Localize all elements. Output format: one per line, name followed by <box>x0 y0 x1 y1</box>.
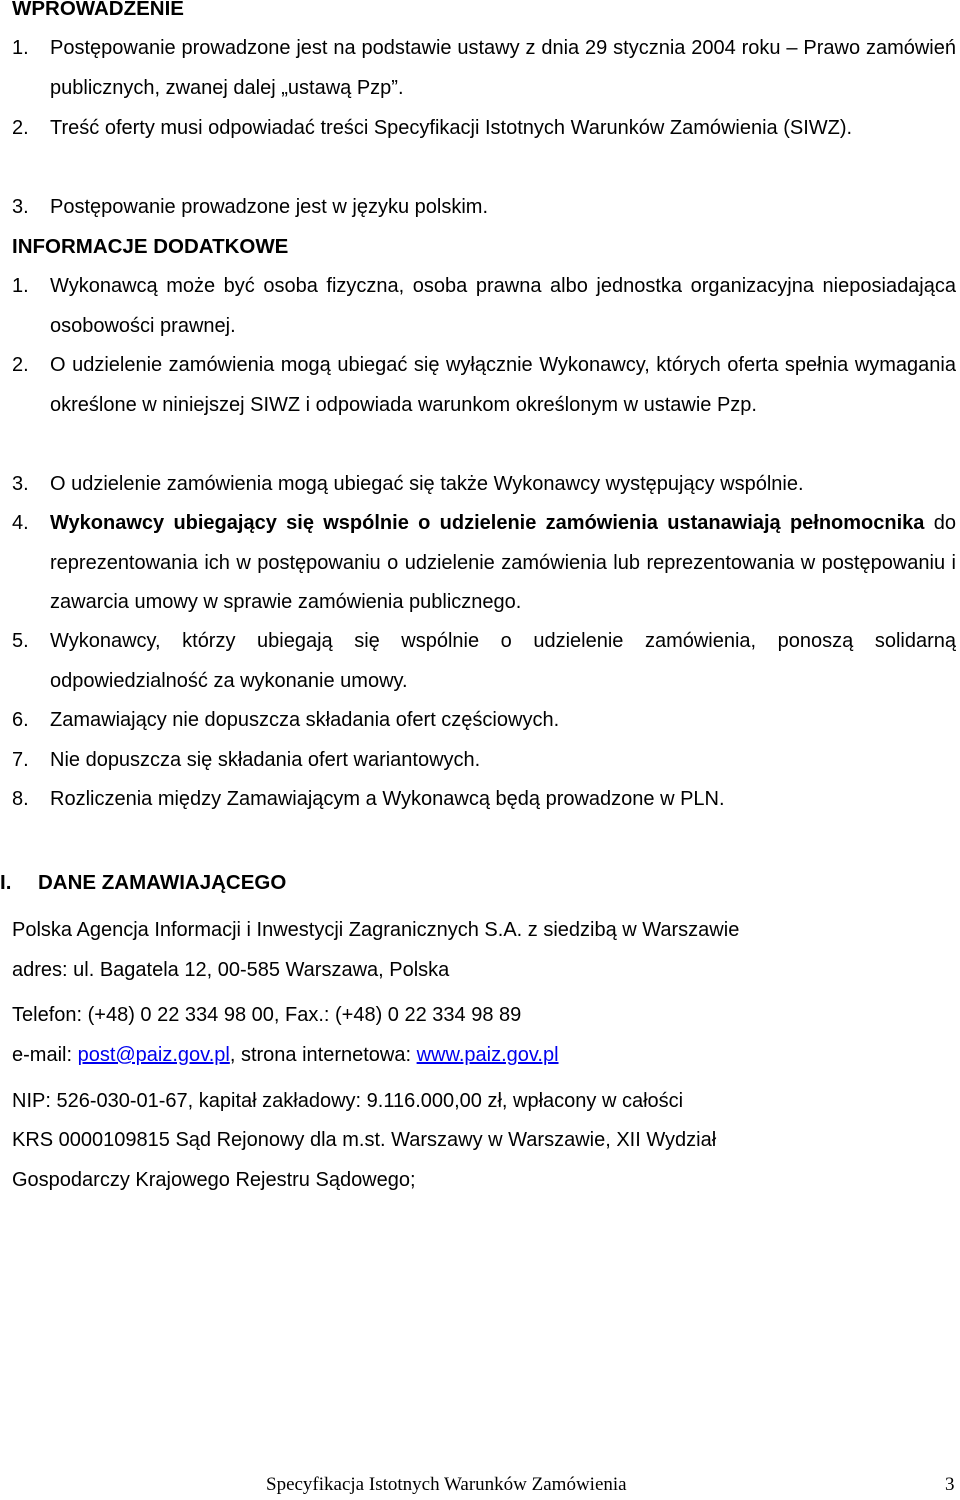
list-item <box>12 109 956 149</box>
list-item-text <box>50 504 956 623</box>
list-item-number: 1. <box>12 275 29 297</box>
list-item-text: Postępowanie prowadzone jest w języku polskim. <box>50 196 488 218</box>
list-item-text: Treść oferty musi odpowiadać treści Specyfikacji Istotnych Warunków Zamówienia (SIWZ). <box>50 117 853 139</box>
list-item-number: 3. <box>12 196 29 218</box>
list-item <box>12 741 956 781</box>
list-item-text: Wykonawcą może być osoba fizyczna, osoba prawna albo jednostka organizacyjna nieposiadająca osobowości prawnej. <box>50 275 956 337</box>
list-item-text: O udzielenie zamówienia mogą ubiegać się także Wykonawcy występujący wspólnie. <box>50 473 804 495</box>
list-item-text: Nie dopuszcza się składania ofert wariantowych. <box>50 749 481 771</box>
footer-title: Specyfikacja Istotnych Warunków Zamówienia <box>266 1474 627 1495</box>
list-item-number: 6. <box>12 709 29 731</box>
company-nip: NIP: 526-030-01-67, kapitał zakładowy: 9.116.000,00 zł, wpłacony w całości <box>12 1090 684 1112</box>
list-item-number: 1. <box>12 37 29 59</box>
list-item <box>12 504 956 623</box>
list-item <box>12 346 956 425</box>
list-item-number: 2. <box>12 117 29 139</box>
web-label: , strona internetowa: <box>229 1044 417 1066</box>
section-heading-informacje: INFORMACJE DODATKOWE <box>12 235 289 258</box>
list-item-number: 7. <box>12 749 29 771</box>
list-item-text: Zamawiający nie dopuszcza składania ofert częściowych. <box>50 709 560 731</box>
list-item-number: 3. <box>12 473 29 495</box>
list-item <box>12 780 956 820</box>
company-phone-fax: Telefon: (+48) 0 22 334 98 00, Fax.: (+48) 0 22 334 98 89 <box>12 1004 522 1026</box>
list-item-text: Wykonawcy, którzy ubiegają się wspólnie o udzielenie zamówienia, ponoszą solidarną odpowiedzialność za wykonanie umowy. <box>50 630 956 692</box>
company-name: Polska Agencja Informacji i Inwestycji Zagranicznych S.A. z siedzibą w Warszawie <box>12 919 740 941</box>
list-item-number: 4. <box>12 512 29 534</box>
email-label: e-mail: <box>12 1044 78 1066</box>
company-address: adres: ul. Bagatela 12, 00-585 Warszawa, Polska <box>12 959 450 981</box>
company-krs: KRS 0000109815 Sąd Rejonowy dla m.st. Warszawy w Warszawie, XII Wydział <box>12 1129 717 1151</box>
list-item-text: Postępowanie prowadzone jest na podstawie ustawy z dnia 29 stycznia 2004 roku – Prawo zamówień publicznych, zwanej dalej „ustawą Pzp”. <box>50 37 956 99</box>
list-item <box>12 29 956 108</box>
page-number: 3 <box>945 1474 955 1495</box>
list-item <box>12 188 956 228</box>
section-number: I. <box>0 871 12 894</box>
list-item-number: 5. <box>12 630 29 652</box>
company-contact <box>12 1044 559 1067</box>
list-item <box>12 267 956 346</box>
list-item-text: O udzielenie zamówienia mogą ubiegać się wyłącznie Wykonawcy, których oferta spełnia wymagania określone w niniejszej SIWZ i odpowiada warunkom określonym w ustawie Pzp. <box>50 354 956 416</box>
company-krs-continued: Gospodarczy Krajowego Rejestru Sądowego; <box>12 1169 416 1191</box>
section-heading-wprowadzenie: WPROWADZENIE <box>12 0 184 20</box>
section-title: DANE ZAMAWIAJĄCEGO <box>38 871 287 894</box>
list-item <box>12 465 956 505</box>
list-item-number: 8. <box>12 788 29 810</box>
list-item-number: 2. <box>12 354 29 376</box>
website-link[interactable]: www.paiz.gov.pl <box>416 1044 559 1066</box>
bold-phrase: Wykonawcy ubiegający się wspólnie o udzielenie zamówienia ustanawiają pełnomocnika <box>50 512 925 534</box>
list-item <box>12 701 956 741</box>
list-item <box>12 622 956 701</box>
email-link[interactable]: post@paiz.gov.pl <box>77 1044 230 1066</box>
list-item-text: Rozliczenia między Zamawiającym a Wykonawcą będą prowadzone w PLN. <box>50 788 725 810</box>
list-item-text-rest: do reprezentowania ich w postępowaniu o udzielenie zamówienia lub reprezentowania w postępowaniu i zawarcia umowy w sprawie zamówienia publicznego. <box>50 512 956 613</box>
